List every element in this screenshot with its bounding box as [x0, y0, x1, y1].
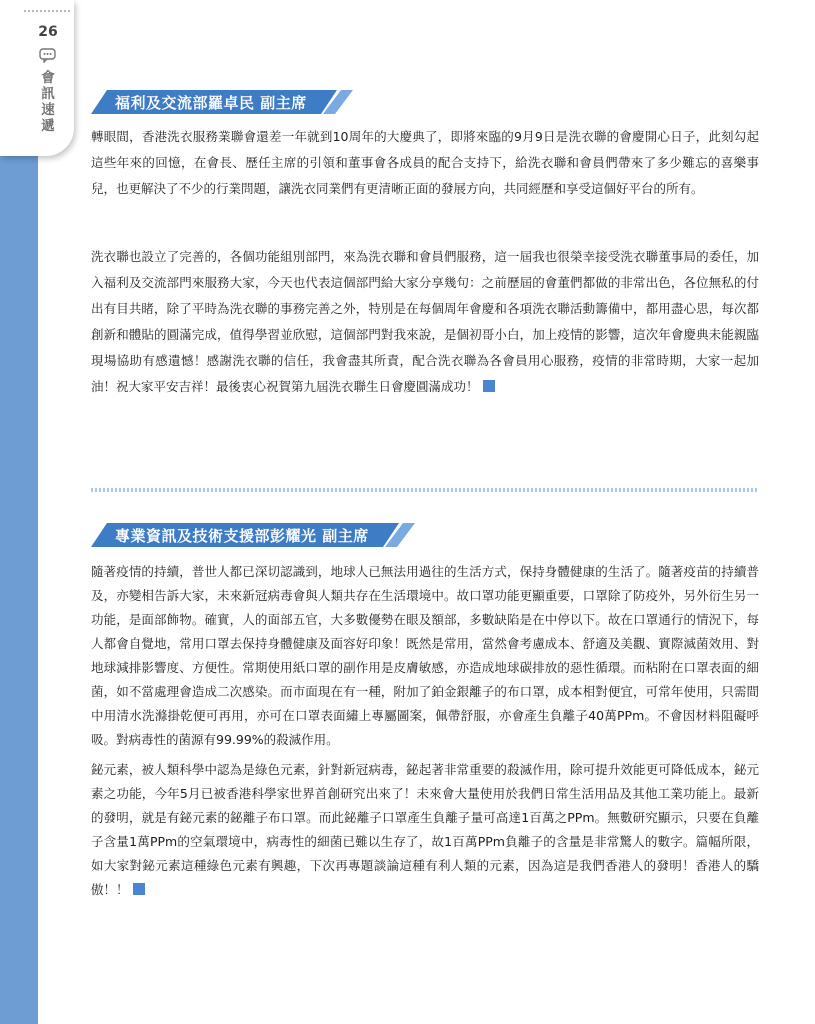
paragraph-text: 鉍元素，被人類科學中認為是綠色元素，針對新冠病毒，鉍起著非常重要的殺滅作用，除可提升效能更可降低成本，鉍元素之功能，今年5月已被香港科學家世界首創研究出來了！未來會大量使用於我們日常生活用品及其他工業功能上。最新的發明，就是有鉍元素的鉍離子布口罩。而此鉍離子口罩產生負離子量可高達1百萬之PPm。無數研究顯示，只要在負離子含量1萬PPm的空氣環境中，病毒性的細菌已難以生存了，故1百萬PPm負離子的含量是非常驚人的數字。篇幅所限，如大家對鉍元素這種綠色元素有興趣，下次再專題談論這種有利人類的元素，因為這是我們香港人的發明！香港人的驕傲！！: [91, 762, 759, 897]
article-1-paragraph-2: [91, 244, 759, 400]
paragraph-text: 隨著疫情的持續，普世人都已深切認識到，地球人已無法用過往的生活方式，保持身體健康的生活了。隨著疫苗的持續普及，亦變相告訴大家，未來新冠病毒會與人類共存在生活環境中。故口罩功能更顯重要，口罩除了防疫外，另外衍生另一功能，是面部飾物。確實，人的面部五官，大多數優勢在眼及額部，多數缺陷是在中停以下。故在口罩通行的情況下，每人都會自覺地，常用口罩去保持身體健康及面容好印象！既然是常用，當然會考慮成本、舒適及美觀、實際滅菌效用、對地球減排影響度、方便性。常期使用紙口罩的副作用是皮膚敏感，亦造成地球碳排放的惡性循環。而粘附在口罩表面的細菌，如不當處理會造成二次感染。而市面現在有一種，附加了鉑金銀離子的布口罩，成本相對便宜，可常年使用，只需間中用清水洗滌掛乾便可再用，亦可在口罩表面繡上專屬圖案，佩帶舒服，亦會產生負離子40萬PPm。不會因材料阻礙呼吸。對病毒性的菌源有99.99%的殺滅作用。: [91, 564, 759, 747]
paragraph-text: 轉眼間，香港洗衣服務業聯會還差一年就到10周年的大慶典了，即將來臨的9月9日是洗衣聯的會慶開心日子，此刻勾起這些年來的回憶，在會長、歷任主席的引領和董事會各成員的配合支持下，給洗衣聯和會員們帶來了多少難忘的喜樂事兒，也更解決了不少的行業問題，讓洗衣同業們有更清晰正面的發展方向，共同經歷和享受這個好平台的所有。: [91, 129, 759, 196]
page-number: 26: [38, 24, 58, 40]
article-1-title: 福利及交流部羅卓民 副主席: [115, 94, 307, 112]
end-mark-icon: [483, 380, 495, 392]
article-2-paragraph-2: [91, 758, 759, 902]
article-2-heading: [91, 523, 415, 547]
chat-bubble-icon: [39, 48, 56, 63]
article-2-paragraph-1: [91, 560, 759, 752]
section-divider: [91, 488, 757, 492]
tab-dots: [24, 10, 70, 12]
paragraph-text: 洗衣聯也設立了完善的，各個功能組別部門，來為洗衣聯和會員們服務，這一屆我也很榮幸接受洗衣聯董事局的委任，加入福利及交流部門來服務大家，今天也代表這個部門給大家分享幾句：之前歷屆的會董們都做的非常出色，各位無私的付出有目共睹，除了平時為洗衣聯的事務完善之外，特別是在每個周年會慶和各項洗衣聯活動籌備中，都用盡心思，每次都創新和體貼的圓滿完成，值得學習並欣慰，這個部門對我來說，是個初哥小白，加上疫情的影響，這次年會慶典未能親臨現場協助有感遺憾！感謝洗衣聯的信任，我會盡其所責，配合洗衣聯為各會員用心服務，疫情的非常時期，大家一起加油！祝大家平安吉祥！最後衷心祝賀第九屆洗衣聯生日會慶圓滿成功！: [91, 249, 759, 394]
article-1-heading: [91, 90, 353, 114]
end-mark-icon: [133, 883, 145, 895]
article-2-title: 專業資訊及技術支援部彭耀光 副主席: [115, 527, 369, 545]
article-1-paragraph-1: [91, 124, 759, 202]
section-label: 會訊速遞: [41, 70, 55, 134]
